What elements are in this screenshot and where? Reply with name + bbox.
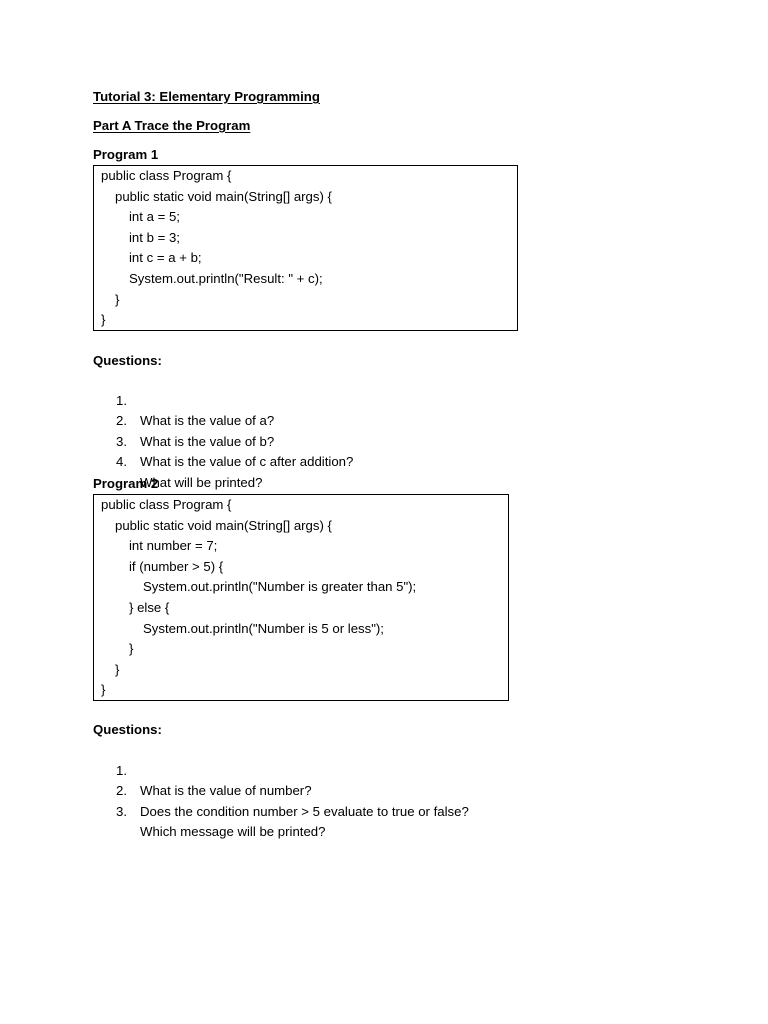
question-number: 1. <box>116 392 127 408</box>
question-text: What is the value of a? <box>140 413 275 429</box>
question-number: 4. <box>116 454 127 470</box>
question-text: What is the value of number? <box>140 783 312 799</box>
code-line: } <box>115 291 120 307</box>
question-number: 3. <box>116 803 127 819</box>
list-item <box>93 370 275 429</box>
code-line: } <box>101 312 106 328</box>
code-line: public class Program { <box>101 497 232 512</box>
code-line: System.out.println("Number is greater than 5"); <box>143 579 417 595</box>
program-1-code-box <box>93 165 518 331</box>
program-2-questions-heading: Questions: <box>93 722 162 737</box>
code-line: if (number > 5) { <box>129 558 224 574</box>
code-line: int c = a + b; <box>129 250 202 266</box>
code-line: } else { <box>129 599 170 615</box>
question-number: 2. <box>116 783 127 799</box>
program-2-heading: Program 2 <box>93 476 159 491</box>
code-line: int b = 3; <box>129 229 180 245</box>
question-text: Which message will be printed? <box>140 824 326 840</box>
program-1-heading: Program 1 <box>93 147 159 162</box>
code-line: } <box>129 641 134 657</box>
code-line: int number = 7; <box>129 538 218 554</box>
program-2-questions-list <box>93 740 469 840</box>
question-text: What is the value of b? <box>140 433 275 449</box>
code-line: int a = 5; <box>129 209 180 225</box>
question-text: Does the condition number > 5 evaluate to true or false? <box>140 803 469 819</box>
document-title: Tutorial 3: Elementary Programming <box>93 89 320 104</box>
question-text: What will be printed? <box>140 474 263 490</box>
code-line: } <box>101 682 106 698</box>
code-line: } <box>115 661 120 677</box>
code-line: public static void main(String[] args) { <box>115 517 332 533</box>
question-text: What is the value of c after addition? <box>140 454 354 470</box>
code-line: public class Program { <box>101 168 232 183</box>
code-line: System.out.println("Number is 5 or less"); <box>143 620 384 636</box>
list-item <box>93 740 312 799</box>
question-number: 3. <box>116 433 127 449</box>
program-2-code-box <box>93 494 509 701</box>
program-1-questions-heading: Questions: <box>93 353 162 368</box>
part-heading: Part A Trace the Program <box>93 118 251 133</box>
question-number: 1. <box>116 762 127 778</box>
question-number: 2. <box>116 413 127 429</box>
code-line: System.out.println("Result: " + c); <box>129 270 323 286</box>
code-line: public static void main(String[] args) { <box>115 188 332 204</box>
